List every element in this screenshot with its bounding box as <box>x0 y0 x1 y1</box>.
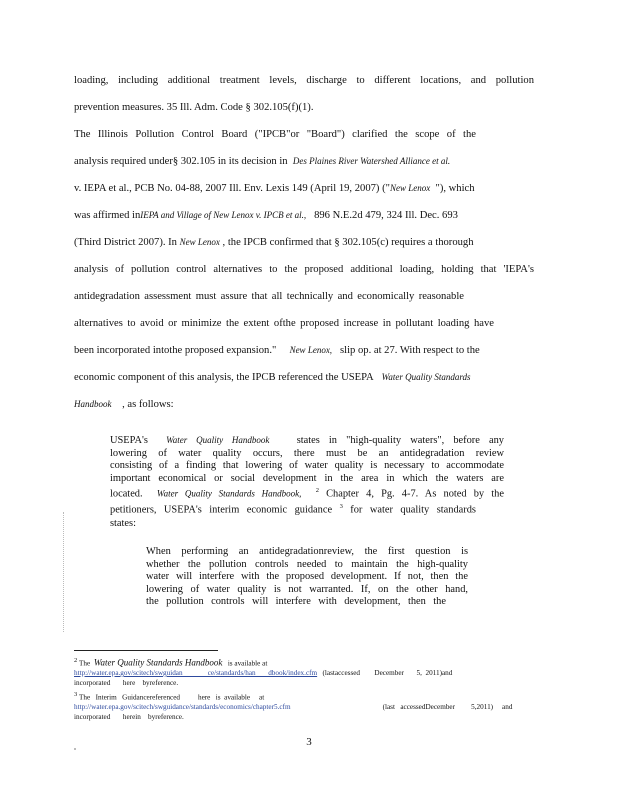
bq1-l5b: Chapter 4, Pg. 4-7. As noted by the <box>326 488 504 500</box>
page-number: 3 <box>306 736 312 748</box>
bq1-line-3: consisting of a finding that lowering of water quality is necessary to accommodate <box>110 460 504 472</box>
bq1-l5a: located. <box>110 488 143 500</box>
bq1-line-1 <box>110 434 504 448</box>
fn2-line-1 <box>74 656 504 669</box>
fn3-line-2 <box>74 702 513 713</box>
body-line-4-text: analysis required under§ 302.105 in its decision in <box>74 156 288 167</box>
footnote-2 <box>74 656 504 688</box>
footnote-3 <box>74 690 513 722</box>
bq2-line-5: the pollution controls will interfere with development, then the <box>146 596 446 608</box>
case-name-new-lenox-2: New Lenox <box>179 237 220 247</box>
blockquote-guidance <box>146 546 468 609</box>
fn2-line-2 <box>74 669 504 679</box>
bq1-l1a: USEPA's <box>110 435 148 446</box>
fn3-link[interactable]: http://water.epa.gov/scitech/swguidance/standards/economics/chapter5.cfm <box>74 702 291 711</box>
body-line-13-text: , as follows: <box>122 399 174 410</box>
body-line-5-tail: "), which <box>435 183 475 194</box>
body-line-11-text: been incorporated intothe proposed expansion." <box>74 345 277 356</box>
case-name-des-plaines: Des Plaines River Watershed Alliance et al. <box>292 156 451 166</box>
case-name-iepa-village: IEPA and Village of New Lenox v. IPCB et al., <box>140 210 307 220</box>
body-line-7-tail: , the IPCB confirmed that § 302.105(c) requires a thorough <box>222 237 474 248</box>
scan-artifact <box>63 512 65 632</box>
body-line-8: analysis of pollution control alternatives to the proposed additional loading, holding that 'IEPA's <box>74 264 534 275</box>
body-line-3: The Illinois Pollution Control Board ("IPCB"or "Board") clarified the scope of the <box>74 129 476 140</box>
case-name-new-lenox-3: New Lenox, <box>289 345 333 355</box>
handbook-title: Handbook <box>74 399 112 409</box>
scan-dot <box>74 748 76 750</box>
body-line-12-text: economic component of this analysis, the IPCB referenced the USEPA <box>74 372 374 383</box>
body-line-5 <box>74 182 534 195</box>
body-line-1: loading, including additional treatment levels, discharge to different locations, and pollution <box>74 75 534 86</box>
fn2-title: Water Quality Standards Handbook <box>93 657 223 668</box>
fn2-b: is available at <box>227 659 268 668</box>
body-line-7-text: (Third District 2007). In <box>74 237 177 248</box>
bq1-line-4: important economical or social development in the area in which the waters are <box>110 472 504 484</box>
bq1-l1b: states in "high-quality waters", before any <box>296 435 504 446</box>
body-line-10: alternatives to avoid or minimize the extent ofthe proposed increase in pollutant loading have <box>74 318 494 329</box>
fn3-line-1 <box>74 690 504 703</box>
bq1-line-5 <box>110 485 504 501</box>
body-line-13 <box>74 398 534 411</box>
fn3-a: The Interim Guidancereferenced here is available at <box>79 693 265 702</box>
fn2-line-3: incorporated here byreference. <box>74 678 179 687</box>
body-line-2: prevention measures. 35 Ill. Adm. Code § 302.105(f)(1). <box>74 102 314 113</box>
fn2-number: 2 <box>74 657 78 664</box>
bq2-line-1: When performing an antidegradationreview, the first question is <box>146 546 468 557</box>
body-line-6-tail: 896 N.E.2d 479, 324 Ill. Dec. 693 <box>314 210 458 221</box>
body-line-6-text: was affirmed in <box>74 210 141 221</box>
case-name-new-lenox-1: New Lenox <box>389 183 431 193</box>
footnote-ref-2[interactable]: 2 <box>315 487 319 495</box>
bq1-line-7: states: <box>110 517 136 529</box>
bq1-wqs-handbook-title: Water Quality Standards Handbook, <box>156 488 302 499</box>
body-line-4 <box>74 155 534 168</box>
blockquote-usepa <box>110 434 504 530</box>
footnote-separator <box>74 650 218 651</box>
body-line-11-tail: slip op. at 27. With respect to the <box>340 345 480 356</box>
fn2-link[interactable]: http://water.epa.gov/scitech/swguidan ce/standards/han dbook/index.cfm <box>74 668 318 677</box>
body-line-5-text: v. IEPA et al., PCB No. 04-88, 2007 Ill. Env. Lexis 149 (April 19, 2007) (" <box>74 183 390 194</box>
fn3-c: (last accessedDecember 5,2011) and <box>382 702 513 711</box>
fn3-line-3: incorporated herein byreference. <box>74 712 184 721</box>
fn2-a: The <box>79 659 91 668</box>
bq1-line-2: lowering of water quality occurs, there must be an antidegradation review <box>110 447 504 459</box>
bq2-line-4: lowering of water quality is not warranted. If, on the other hand, <box>146 583 468 595</box>
fn2-c: (lastaccessed December 5, 2011)and <box>322 668 453 677</box>
bq2-line-3: water will interfere with the proposed development. If not, then the <box>146 571 468 583</box>
body-line-12 <box>74 371 534 384</box>
bq1-l6a: petitioners, USEPA's interim economic guidance <box>110 504 333 516</box>
bq1-handbook-title: Water Quality Handbook <box>166 435 270 445</box>
body-line-9: antidegradation assessment must assure that all technically and economically reasonable <box>74 291 464 302</box>
footnote-ref-3[interactable]: 3 <box>339 503 343 511</box>
body-line-7 <box>74 236 534 249</box>
wqs-title: Water Quality Standards <box>381 372 471 382</box>
fn3-number: 3 <box>74 691 78 698</box>
body-line-6 <box>74 209 534 222</box>
bq1-line-6 <box>110 501 476 517</box>
bq2-line-2: whether the pollution controls needed to maintain the high-quality <box>146 558 468 570</box>
bq1-l6b: for water quality standards <box>350 504 476 516</box>
body-line-11 <box>74 344 534 357</box>
